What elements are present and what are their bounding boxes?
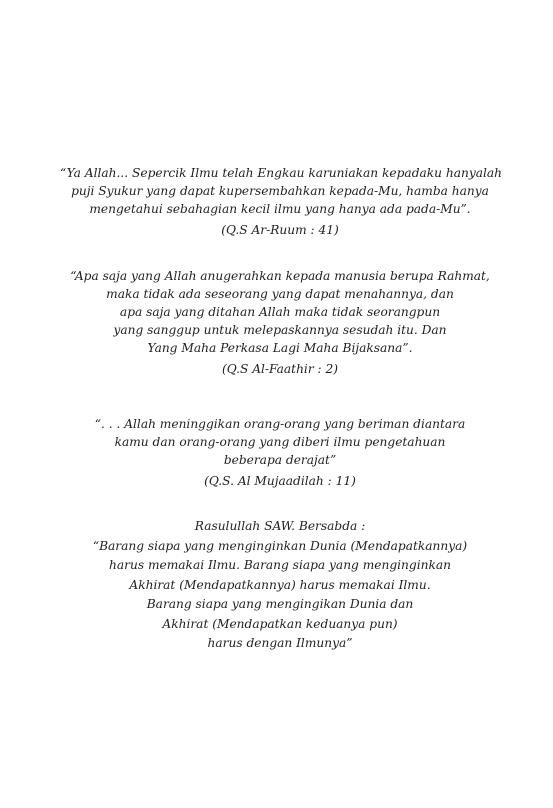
quote-reference: (Q.S Ar-Ruum : 41): [221, 223, 339, 237]
quote-line: harus memakai Ilmu. Barang siapa yang menginginkan: [109, 558, 451, 572]
quote-ar-ruum: [60, 164, 500, 239]
quote-line: mengetahui sebahagian kecil ilmu yang hanya ada pada-Mu”.: [89, 202, 471, 216]
quote-al-mujaadilah: [60, 415, 500, 490]
quote-line: beberapa derajat”: [223, 453, 337, 467]
quote-line: “Ya Allah... Sepercik Ilmu telah Engkau karuniakan kepadaku hanyalah: [60, 166, 502, 180]
hadith-intro: Rasulullah SAW. Bersabda :: [194, 519, 366, 533]
quote-al-faathir: [60, 267, 500, 378]
quote-line: “Apa saja yang Allah anugerahkan kepada manusia berupa Rahmat,: [70, 269, 490, 283]
quote-line: Barang siapa yang mengingikan Dunia dan: [146, 597, 414, 611]
quote-line: yang sanggup untuk melepaskannya sesudah itu. Dan: [113, 323, 447, 337]
quote-line: apa saja yang ditahan Allah maka tidak seorangpun: [119, 305, 441, 319]
quote-hadith: [60, 517, 500, 654]
quote-line: kamu dan orang-orang yang diberi ilmu pengetahuan: [114, 435, 446, 449]
quote-line: harus dengan Ilmunya”: [207, 636, 353, 650]
quote-line: Akhirat (Mendapatkannya) harus memakai Ilmu.: [129, 577, 431, 592]
quote-reference: (Q.S. Al Mujaadilah : 11): [204, 474, 356, 488]
quote-line: Yang Maha Perkasa Lagi Maha Bijaksana”.: [147, 341, 413, 355]
quote-line: “. . . Allah meninggikan orang-orang yang beriman diantara: [94, 417, 466, 431]
quote-line: maka tidak ada seseorang yang dapat menahannya, dan: [106, 287, 454, 301]
quote-reference: (Q.S Al-Faathir : 2): [221, 362, 339, 376]
quote-line: “Barang siapa yang menginginkan Dunia (Mendapatkannya): [92, 538, 468, 553]
quote-line: puji Syukur yang dapat kupersembahkan kepada-Mu, hamba hanya: [71, 184, 489, 198]
quote-line: Akhirat (Mendapatkan keduanya pun): [162, 616, 398, 631]
